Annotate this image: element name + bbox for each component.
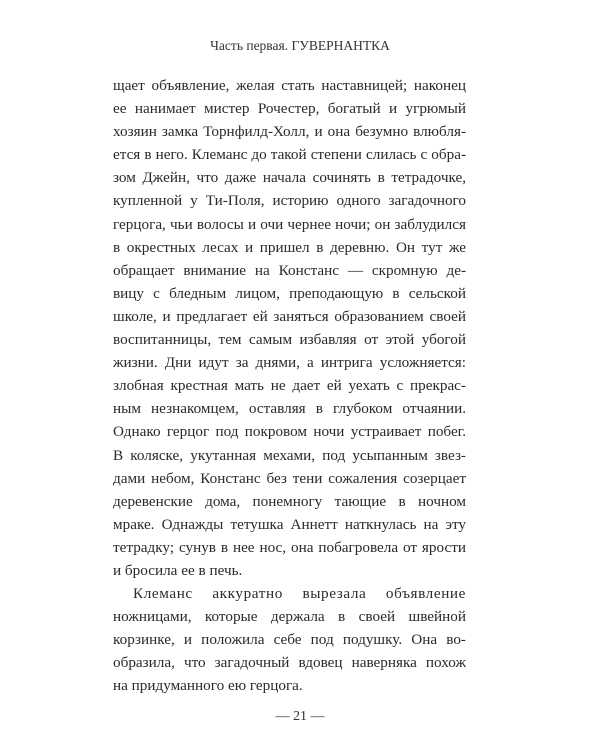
text-line: образила, что загадочный вдовец наверняка похож	[113, 654, 466, 672]
text-line: В коляске, укутанная мехами, под усыпанным звез-	[113, 446, 466, 464]
text-line: герцога, чьи волосы и очи чернее ночи; он заблудился	[113, 215, 466, 233]
text-line: Однако герцог под покровом ночи устраивает побег.	[113, 423, 466, 441]
text-line: ножницами, которые держала в своей швейной	[113, 608, 466, 626]
text-line: мраке. Однажды тетушка Аннетт наткнулась на эту	[113, 515, 466, 533]
paragraph	[113, 582, 466, 697]
page-body	[113, 74, 466, 698]
text-line: ным незнакомцем, оставляя в глубоком отчаянии.	[113, 400, 466, 418]
text-line: в окрестных лесах и пришел в деревню. Он тут же	[113, 238, 466, 256]
text-line: деревенские дома, понемногу тающие в ночном	[113, 492, 466, 510]
text-line: хозяин замка Торнфилд-Холл, и она безумно влюбля-	[113, 123, 466, 141]
text-line: купленной у Ти-Поля, историю одного загадочного	[113, 192, 466, 210]
text-line: обращает внимание на Констанс — скромную де-	[113, 261, 466, 279]
text-line: и бросила ее в печь.	[113, 561, 243, 579]
text-line: зом Джейн, что даже начала сочинять в тетрадочке,	[113, 169, 466, 187]
running-header: Часть первая. ГУВЕРНАНТКА	[210, 38, 390, 53]
text-line: школе, и предлагает ей заняться образованием своей	[113, 307, 466, 325]
text-line: жизни. Дни идут за днями, а интрига усложняется:	[113, 354, 466, 372]
page-number: — 21 —	[275, 709, 325, 724]
text-line: Клеманс аккуратно вырезала объявление	[133, 585, 466, 603]
text-line: вицу с бледным лицом, преподающую в сельской	[113, 284, 466, 302]
text-line: дами небом, Констанс без тени сожаления созерцает	[113, 469, 466, 487]
text-line: воспитанницы, тем самым избавляя от этой убогой	[113, 331, 466, 349]
text-line: злобная крестная мать не дает ей уехать с прекрас-	[113, 377, 466, 395]
text-line: ется в него. Клеманс до такой степени слилась с обра-	[113, 146, 466, 164]
text-line: щает объявление, желая стать наставницей; наконец	[113, 77, 466, 94]
text-line: тетрадку; сунув в нее нос, она побагровела от ярости	[113, 538, 466, 556]
text-line: ее нанимает мистер Рочестер, богатый и угрюмый	[113, 100, 466, 118]
text-line: корзинке, и положила себе под подушку. Она во-	[113, 631, 466, 649]
paragraph	[113, 74, 466, 582]
text-line: на придуманного ею герцога.	[113, 677, 303, 695]
